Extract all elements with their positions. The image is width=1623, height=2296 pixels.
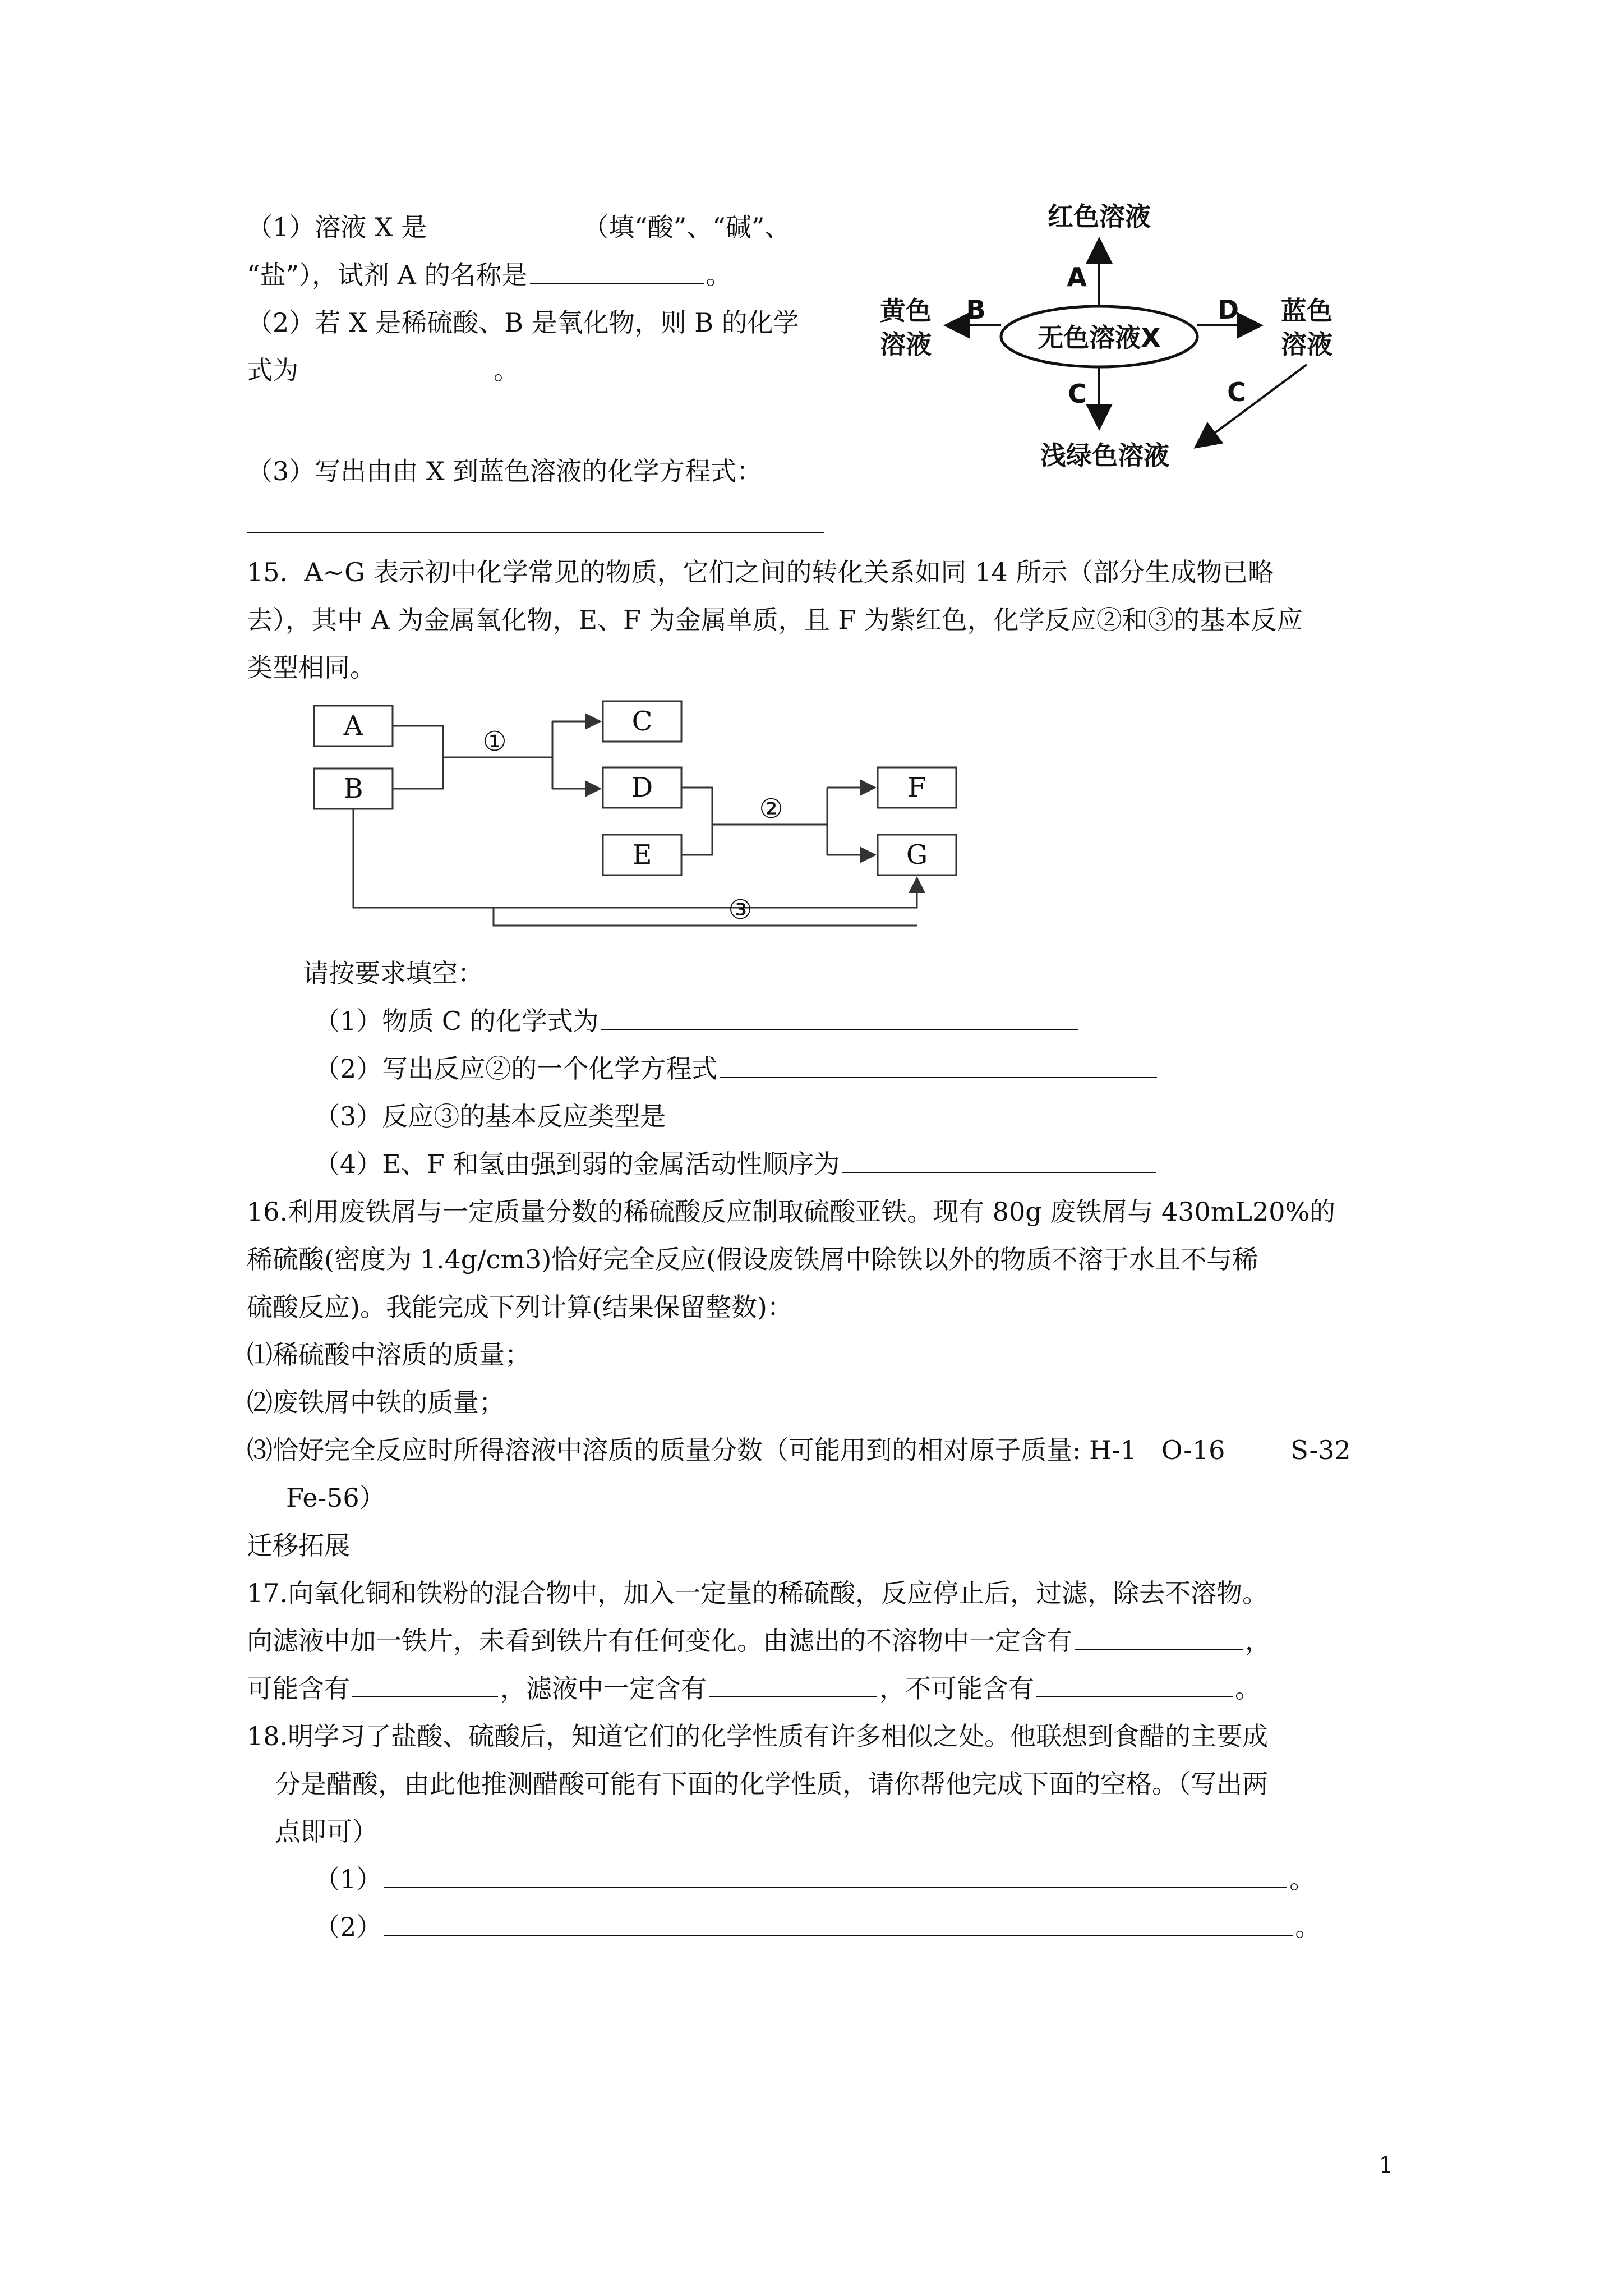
q15-line-2: 去），其中 A 为金属氧化物，E、F 为金属单质，且 F 为紫红色，化学反应②和③的基本反应 xyxy=(247,605,1303,635)
connector-reaction-3-path xyxy=(494,908,917,926)
q15-sub-3: （3）反应③的基本反应类型是 xyxy=(314,1099,1136,1133)
box-d-label: D xyxy=(631,772,653,803)
answer-blank[interactable] xyxy=(1036,1672,1233,1697)
box-f-label: F xyxy=(907,772,926,803)
q16-line-2: 稀硫酸(密度为 1.4g/cm3)恰好完全反应(假设废铁屑中除铁以外的物质不溶于水且不与稀 xyxy=(247,1244,1258,1274)
answer-blank[interactable] xyxy=(530,259,704,284)
answer-line[interactable] xyxy=(247,532,824,533)
q16-line-3: 硫酸反应)。我能完成下列计算(结果保留整数)： xyxy=(247,1292,793,1322)
q17-line-2: 向滤液中加一铁片，未看到铁片有任何变化。由滤出的不溶物中一定含有 ， xyxy=(247,1624,1271,1658)
q16-line-1: 16.利用废铁屑与一定质量分数的稀硫酸反应制取硫酸亚铁。现有 80g 废铁屑与 430mL20%的 xyxy=(247,1197,1336,1227)
answer-blank[interactable] xyxy=(352,1672,498,1697)
box-g-label: G xyxy=(906,839,928,871)
q15-sub-1: （1）物质 C 的化学式为 xyxy=(314,1004,1080,1038)
q15-line-1: 15. A~G 表示初中化学常见的物质，它们之间的转化关系如同 14 所示（部分生成物已略 xyxy=(247,557,1274,587)
answer-blank[interactable] xyxy=(668,1100,1133,1125)
connector-d-e xyxy=(681,788,712,855)
q16-sub-1: ⑴稀硫酸中溶质的质量； xyxy=(247,1340,531,1370)
answer-blank[interactable] xyxy=(1075,1624,1243,1650)
q14-line-3: （2）若 X 是稀硫酸、B 是氧化物，则 B 的化学 xyxy=(247,307,799,338)
answer-blank[interactable] xyxy=(384,1910,1293,1936)
q18-line-1: 18.明学习了盐酸、硫酸后，知道它们的化学性质有许多相似之处。他联想到食醋的主要成 xyxy=(247,1721,1269,1751)
q16-sub-3-cont: Fe-56） xyxy=(286,1483,385,1513)
answer-blank[interactable] xyxy=(842,1148,1156,1173)
box-a-label: A xyxy=(343,710,363,742)
box-c-label: C xyxy=(631,706,653,737)
reaction-3-marker: ③ xyxy=(728,894,753,926)
connector-a-b xyxy=(393,726,443,789)
yellow-solution-label-2: 溶液 xyxy=(880,329,932,360)
reaction-2-marker: ② xyxy=(759,793,783,825)
conversion-flow-diagram xyxy=(303,690,965,942)
reagent-d-label: D xyxy=(1217,295,1239,325)
answer-blank[interactable] xyxy=(384,1862,1287,1888)
q16-sub-3: ⑶恰好完全反应时所得溶液中溶质的质量分数（可能用到的相对原子质量: H-1 O-16 S-32 xyxy=(247,1435,1351,1465)
q14-line-1: （1）溶液 X 是 （填“酸”、“碱”、 xyxy=(247,212,791,242)
reagent-c-label: C xyxy=(1068,379,1087,409)
answer-blank[interactable] xyxy=(709,1672,877,1697)
yellow-solution-label-1: 黄色 xyxy=(880,296,932,326)
reagent-a-label: A xyxy=(1067,262,1087,292)
box-e-label: E xyxy=(632,839,652,871)
red-solution-label: 红色溶液 xyxy=(1048,201,1151,232)
answer-blank[interactable] xyxy=(301,354,491,379)
arrow-blue-to-green xyxy=(1197,365,1307,446)
q14-line-2: “盐”），试剂 A 的名称是 。 xyxy=(247,260,732,290)
q15-sub-4: （4）E、F 和氢由强到弱的金属活动性顺序为 xyxy=(314,1147,1158,1181)
q18-sub-1: （1） 。 xyxy=(314,1862,1315,1896)
answer-blank[interactable] xyxy=(601,1004,1078,1030)
reaction-diagram-x xyxy=(864,191,1402,482)
q15-line-3: 类型相同。 xyxy=(247,652,376,683)
q18-line-2: 分是醋酸，由此他推测醋酸可能有下面的化学性质，请你帮他完成下面的空格。（写出两 xyxy=(275,1769,1268,1799)
blue-solution-label-2: 溶液 xyxy=(1281,329,1332,360)
page-number: 1 xyxy=(1378,2152,1393,2178)
q17-line-1: 17.向氧化铜和铁粉的混合物中，加入一定量的稀硫酸，反应停止后，过滤，除去不溶物。 xyxy=(247,1578,1269,1608)
reagent-b-label: B xyxy=(966,295,986,325)
colorless-solution-x-label: 无色溶液X xyxy=(1038,323,1161,353)
section-heading: 迁移拓展 xyxy=(247,1530,350,1561)
answer-blank[interactable] xyxy=(429,211,580,236)
q15-prompt: 请按要求填空： xyxy=(303,958,483,988)
q14-line-4: 式为 。 xyxy=(247,355,519,385)
q16-sub-2: ⑵废铁屑中铁的质量； xyxy=(247,1387,505,1418)
q18-line-3: 点即可） xyxy=(275,1816,378,1847)
answer-blank[interactable] xyxy=(720,1052,1157,1078)
q18-sub-2: （2） 。 xyxy=(314,1910,1321,1944)
blue-solution-label-1: 蓝色 xyxy=(1281,296,1332,326)
light-green-solution-label: 浅绿色溶液 xyxy=(1040,440,1169,471)
reaction-1-marker: ① xyxy=(482,726,507,757)
q15-sub-2: （2）写出反应②的一个化学方程式 xyxy=(314,1052,1159,1085)
q14-line-5: （3）写出由由 X 到蓝色溶液的化学方程式： xyxy=(247,456,763,486)
reagent-c2-label: C xyxy=(1227,377,1246,407)
q17-line-3: 可能含有 ，滤液中一定含有 ，不可能含有 。 xyxy=(247,1672,1261,1705)
box-b-label: B xyxy=(343,773,363,804)
